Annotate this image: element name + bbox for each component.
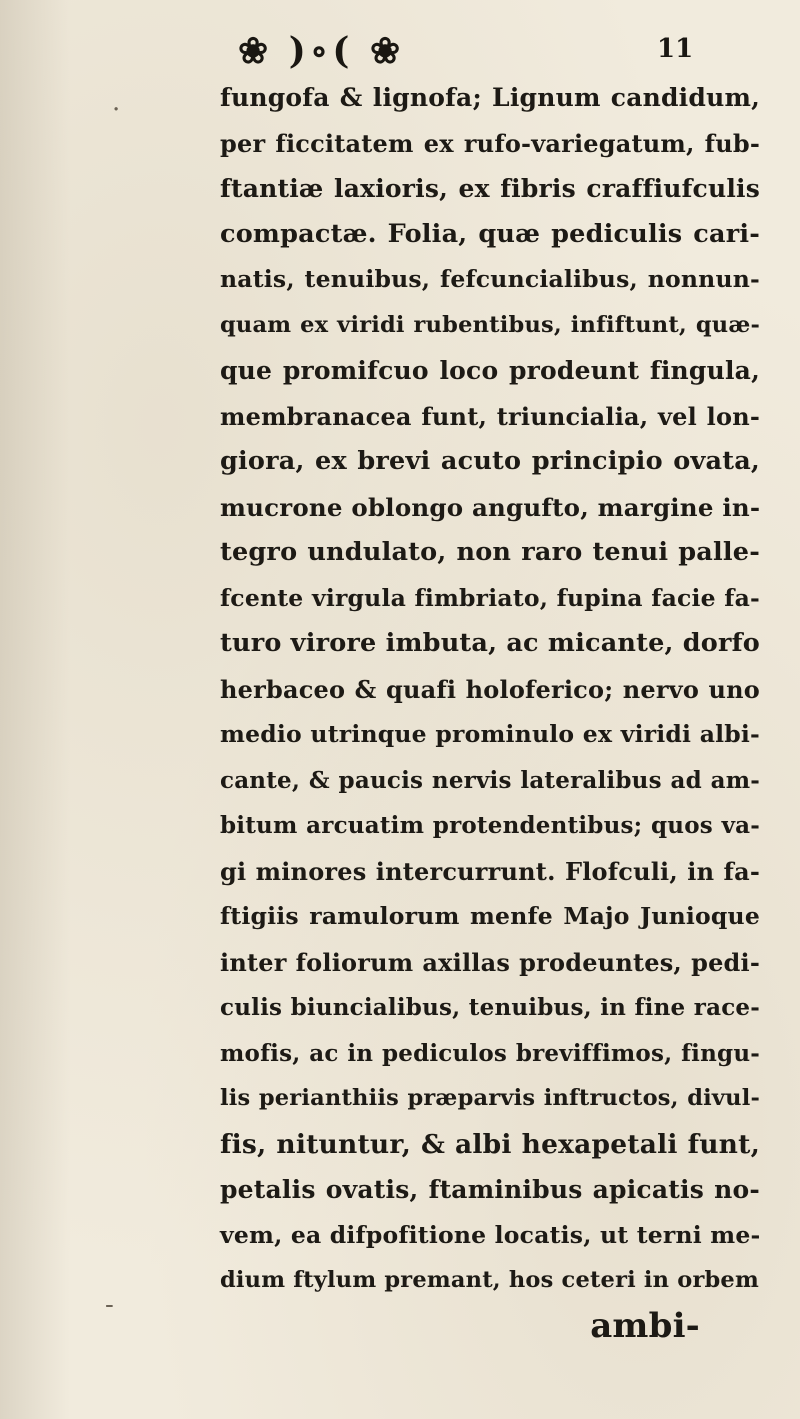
text-line: bitum arcuatim protendentibus; quos va- bbox=[220, 812, 760, 839]
text-line: fcente virgula fimbriato, fupina facie fa- bbox=[220, 583, 760, 612]
text-line: fungofa & lignofa; Lignum candidum, bbox=[220, 83, 760, 112]
text-line: quam ex viridi rubentibus, infiftunt, quæ- bbox=[220, 311, 760, 338]
catchword: ambi- bbox=[590, 1305, 700, 1346]
text-line: fis, nituntur, & albi hexapetali funt, bbox=[220, 1128, 760, 1160]
text-line: compactæ. Folia, quæ pediculis cari- bbox=[220, 218, 760, 249]
text-line: natis, tenuibus, fefcuncialibus, nonnun- bbox=[220, 265, 760, 293]
text-line: vem, ea difpofitione locatis, ut terni me- bbox=[220, 1220, 761, 1249]
margin-dash: · bbox=[112, 95, 121, 125]
text-line: turo virore imbuta, ac micante, dorfo bbox=[220, 628, 760, 658]
text-line: giora, ex brevi acuto principio ovata, bbox=[220, 446, 760, 476]
text-line: per ficcitatem ex rufo-variegatum, fub- bbox=[220, 128, 760, 158]
text-line: petalis ovatis, ftaminibus apicatis no- bbox=[220, 1175, 760, 1204]
body-text bbox=[220, 75, 760, 1349]
page-number: 11 bbox=[657, 34, 694, 64]
text-line: mofis, ac in pediculos breviffimos, fingu- bbox=[220, 1039, 760, 1067]
text-line: membranacea funt, triuncialia, vel lon- bbox=[220, 401, 760, 431]
text-line: que promifcuo loco prodeunt fingula, bbox=[220, 356, 760, 385]
gutter-shadow bbox=[0, 0, 70, 1419]
text-line: inter foliorum axillas prodeuntes, pedi- bbox=[220, 947, 760, 977]
header-ornament: ❀ )∘( ❀ bbox=[238, 30, 405, 72]
text-line: lis perianthiis præparvis inftructos, divul- bbox=[220, 1085, 760, 1111]
text-line: ftigiis ramulorum menfe Majo Junioque bbox=[220, 902, 760, 930]
text-line: dium ftylum premant, hos ceteri in orbem bbox=[220, 1267, 759, 1293]
text-line: gi minores intercurrunt. Flofculi, in fa- bbox=[220, 856, 760, 886]
margin-dash: - bbox=[105, 1290, 114, 1320]
text-line: ftantiæ laxioris, ex fibris craffiufculis bbox=[220, 174, 760, 203]
text-line: medio utrinque prominulo ex viridi albi- bbox=[220, 720, 760, 748]
text-line: culis biuncialibus, tenuibus, in fine race- bbox=[220, 994, 760, 1021]
text-line: cante, & paucis nervis lateralibus ad am- bbox=[220, 766, 760, 794]
text-line: tegro undulato, non raro tenui palle- bbox=[220, 537, 760, 567]
text-line: herbaceo & quafi holoferico; nervo uno bbox=[220, 674, 760, 704]
text-line: mucrone oblongo angufto, margine in- bbox=[220, 492, 761, 522]
page-header bbox=[0, 30, 800, 78]
